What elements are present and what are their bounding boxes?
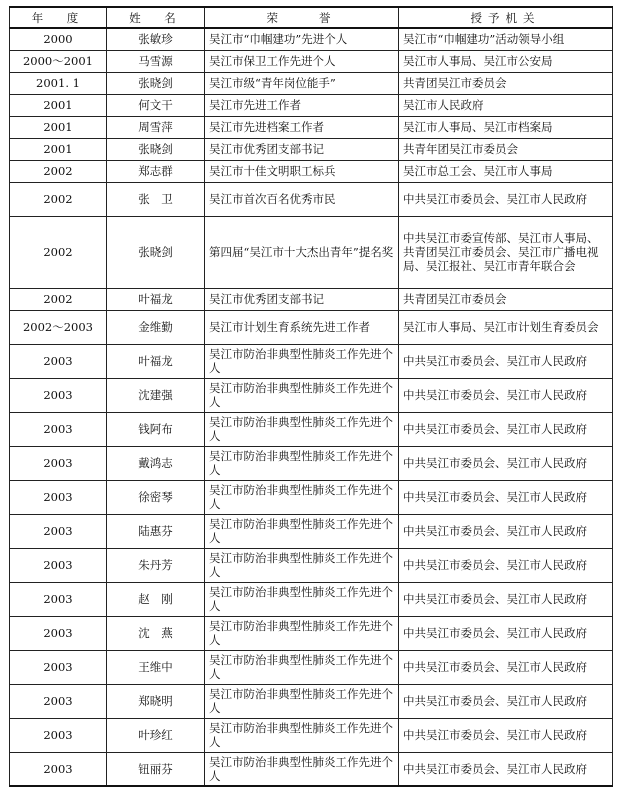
cell-name: 张晓剑 bbox=[107, 72, 205, 94]
cell-year: 2002 bbox=[10, 216, 107, 288]
cell-name: 张敏珍 bbox=[107, 28, 205, 50]
cell-honor: 吴江市防治非典型性肺炎工作先进个人 bbox=[205, 514, 399, 548]
table-row bbox=[10, 480, 613, 514]
cell-year: 2003 bbox=[10, 446, 107, 480]
cell-org: 中共吴江市委员会、吴江市人民政府 bbox=[399, 616, 613, 650]
cell-honor: 吴江市计划生育系统先进工作者 bbox=[205, 310, 399, 344]
cell-honor: 吴江市防治非典型性肺炎工作先进个人 bbox=[205, 684, 399, 718]
cell-name: 叶福龙 bbox=[107, 288, 205, 310]
cell-honor: 吴江市防治非典型性肺炎工作先进个人 bbox=[205, 378, 399, 412]
cell-honor: 吴江市防治非典型性肺炎工作先进个人 bbox=[205, 412, 399, 446]
cell-org: 中共吴江市委员会、吴江市人民政府 bbox=[399, 344, 613, 378]
table-row bbox=[10, 72, 613, 94]
cell-year: 2003 bbox=[10, 548, 107, 582]
cell-org: 吴江市总工会、吴江市人事局 bbox=[399, 160, 613, 182]
header-name: 姓 名 bbox=[107, 7, 205, 28]
table-row bbox=[10, 28, 613, 50]
table-row bbox=[10, 182, 613, 216]
table-row bbox=[10, 216, 613, 288]
cell-year: 2002 bbox=[10, 160, 107, 182]
table-body bbox=[10, 28, 613, 786]
cell-org: 共青年团吴江市委员会 bbox=[399, 138, 613, 160]
cell-honor: 吴江市先进档案工作者 bbox=[205, 116, 399, 138]
cell-honor: 第四届“吴江市十大杰出青年”提名奖 bbox=[205, 216, 399, 288]
table-row bbox=[10, 50, 613, 72]
cell-honor: 吴江市“巾帼建功”先进个人 bbox=[205, 28, 399, 50]
cell-org: 吴江市人事局、吴江市公安局 bbox=[399, 50, 613, 72]
cell-name: 金维勤 bbox=[107, 310, 205, 344]
cell-org: 中共吴江市委员会、吴江市人民政府 bbox=[399, 752, 613, 786]
cell-honor: 吴江市防治非典型性肺炎工作先进个人 bbox=[205, 548, 399, 582]
cell-name: 何文干 bbox=[107, 94, 205, 116]
cell-year: 2002 bbox=[10, 182, 107, 216]
header-year: 年 度 bbox=[10, 7, 107, 28]
cell-year: 2003 bbox=[10, 480, 107, 514]
cell-org: 中共吴江市委员会、吴江市人民政府 bbox=[399, 378, 613, 412]
cell-name: 张晓剑 bbox=[107, 138, 205, 160]
cell-year: 2000 bbox=[10, 28, 107, 50]
cell-name: 张 卫 bbox=[107, 182, 205, 216]
cell-org: 中共吴江市委员会、吴江市人民政府 bbox=[399, 480, 613, 514]
table-row bbox=[10, 412, 613, 446]
cell-name: 郑晓明 bbox=[107, 684, 205, 718]
table-row bbox=[10, 582, 613, 616]
cell-org: 中共吴江市委员会、吴江市人民政府 bbox=[399, 650, 613, 684]
cell-honor: 吴江市防治非典型性肺炎工作先进个人 bbox=[205, 718, 399, 752]
cell-year: 2003 bbox=[10, 684, 107, 718]
cell-org: 中共吴江市委员会、吴江市人民政府 bbox=[399, 582, 613, 616]
cell-honor: 吴江市优秀团支部书记 bbox=[205, 138, 399, 160]
cell-org: 吴江市人民政府 bbox=[399, 94, 613, 116]
cell-name: 戴鸿志 bbox=[107, 446, 205, 480]
cell-org: 中共吴江市委员会、吴江市人民政府 bbox=[399, 514, 613, 548]
cell-name: 沈建强 bbox=[107, 378, 205, 412]
cell-year: 2003 bbox=[10, 752, 107, 786]
cell-year: 2003 bbox=[10, 412, 107, 446]
cell-honor: 吴江市防治非典型性肺炎工作先进个人 bbox=[205, 582, 399, 616]
header-honor: 荣 誉 bbox=[205, 7, 399, 28]
table-row bbox=[10, 752, 613, 786]
cell-year: 2003 bbox=[10, 650, 107, 684]
cell-year: 2001 bbox=[10, 94, 107, 116]
cell-honor: 吴江市首次百名优秀市民 bbox=[205, 182, 399, 216]
table-row bbox=[10, 288, 613, 310]
cell-name: 朱丹芳 bbox=[107, 548, 205, 582]
cell-year: 2003 bbox=[10, 514, 107, 548]
table-row bbox=[10, 310, 613, 344]
cell-org: 中共吴江市委员会、吴江市人民政府 bbox=[399, 446, 613, 480]
cell-name: 王维中 bbox=[107, 650, 205, 684]
cell-org: 中共吴江市委员会、吴江市人民政府 bbox=[399, 412, 613, 446]
cell-year: 2002～2003 bbox=[10, 310, 107, 344]
cell-org: 吴江市人事局、吴江市档案局 bbox=[399, 116, 613, 138]
table-row bbox=[10, 616, 613, 650]
cell-name: 钮丽芬 bbox=[107, 752, 205, 786]
cell-honor: 吴江市保卫工作先进个人 bbox=[205, 50, 399, 72]
cell-name: 陆惠芬 bbox=[107, 514, 205, 548]
table-row bbox=[10, 116, 613, 138]
table-header bbox=[10, 7, 613, 28]
table-row bbox=[10, 514, 613, 548]
cell-honor: 吴江市防治非典型性肺炎工作先进个人 bbox=[205, 752, 399, 786]
honor-table bbox=[9, 6, 613, 787]
cell-org: 共青团吴江市委员会 bbox=[399, 288, 613, 310]
table-row bbox=[10, 548, 613, 582]
cell-honor: 吴江市十佳文明职工标兵 bbox=[205, 160, 399, 182]
cell-name: 赵 刚 bbox=[107, 582, 205, 616]
cell-year: 2003 bbox=[10, 616, 107, 650]
cell-year: 2003 bbox=[10, 378, 107, 412]
header-row bbox=[10, 7, 613, 28]
table-row bbox=[10, 684, 613, 718]
cell-name: 叶珍红 bbox=[107, 718, 205, 752]
table-row bbox=[10, 138, 613, 160]
cell-honor: 吴江市防治非典型性肺炎工作先进个人 bbox=[205, 344, 399, 378]
cell-org: 中共吴江市委员会、吴江市人民政府 bbox=[399, 548, 613, 582]
table-row bbox=[10, 344, 613, 378]
header-org: 授予机关 bbox=[399, 7, 613, 28]
cell-honor: 吴江市防治非典型性肺炎工作先进个人 bbox=[205, 616, 399, 650]
cell-org: 吴江市“巾帼建功”活动领导小组 bbox=[399, 28, 613, 50]
cell-org: 中共吴江市委宣传部、吴江市人事局、共青团吴江市委员会、吴江市广播电视局、吴江报社、吴江市青年联合会 bbox=[399, 216, 613, 288]
cell-org: 中共吴江市委员会、吴江市人民政府 bbox=[399, 718, 613, 752]
cell-name: 周雪萍 bbox=[107, 116, 205, 138]
cell-year: 2000～2001 bbox=[10, 50, 107, 72]
table-row bbox=[10, 650, 613, 684]
cell-honor: 吴江市防治非典型性肺炎工作先进个人 bbox=[205, 650, 399, 684]
cell-year: 2001 bbox=[10, 138, 107, 160]
cell-org: 吴江市人事局、吴江市计划生育委员会 bbox=[399, 310, 613, 344]
cell-honor: 吴江市防治非典型性肺炎工作先进个人 bbox=[205, 480, 399, 514]
cell-name: 张晓剑 bbox=[107, 216, 205, 288]
cell-year: 2003 bbox=[10, 344, 107, 378]
cell-honor: 吴江市优秀团支部书记 bbox=[205, 288, 399, 310]
cell-name: 马雪源 bbox=[107, 50, 205, 72]
table-row bbox=[10, 718, 613, 752]
cell-name: 钱阿布 bbox=[107, 412, 205, 446]
cell-year: 2003 bbox=[10, 718, 107, 752]
cell-name: 沈 燕 bbox=[107, 616, 205, 650]
cell-org: 中共吴江市委员会、吴江市人民政府 bbox=[399, 182, 613, 216]
table-row bbox=[10, 446, 613, 480]
table-row bbox=[10, 160, 613, 182]
cell-year: 2001 bbox=[10, 116, 107, 138]
cell-org: 共青团吴江市委员会 bbox=[399, 72, 613, 94]
cell-name: 徐密琴 bbox=[107, 480, 205, 514]
cell-year: 2003 bbox=[10, 582, 107, 616]
table-row bbox=[10, 378, 613, 412]
cell-honor: 吴江市级“青年岗位能手” bbox=[205, 72, 399, 94]
cell-name: 郑志群 bbox=[107, 160, 205, 182]
cell-name: 叶福龙 bbox=[107, 344, 205, 378]
cell-honor: 吴江市防治非典型性肺炎工作先进个人 bbox=[205, 446, 399, 480]
cell-org: 中共吴江市委员会、吴江市人民政府 bbox=[399, 684, 613, 718]
table-row bbox=[10, 94, 613, 116]
cell-honor: 吴江市先进工作者 bbox=[205, 94, 399, 116]
cell-year: 2002 bbox=[10, 288, 107, 310]
cell-year: 2001. 1 bbox=[10, 72, 107, 94]
